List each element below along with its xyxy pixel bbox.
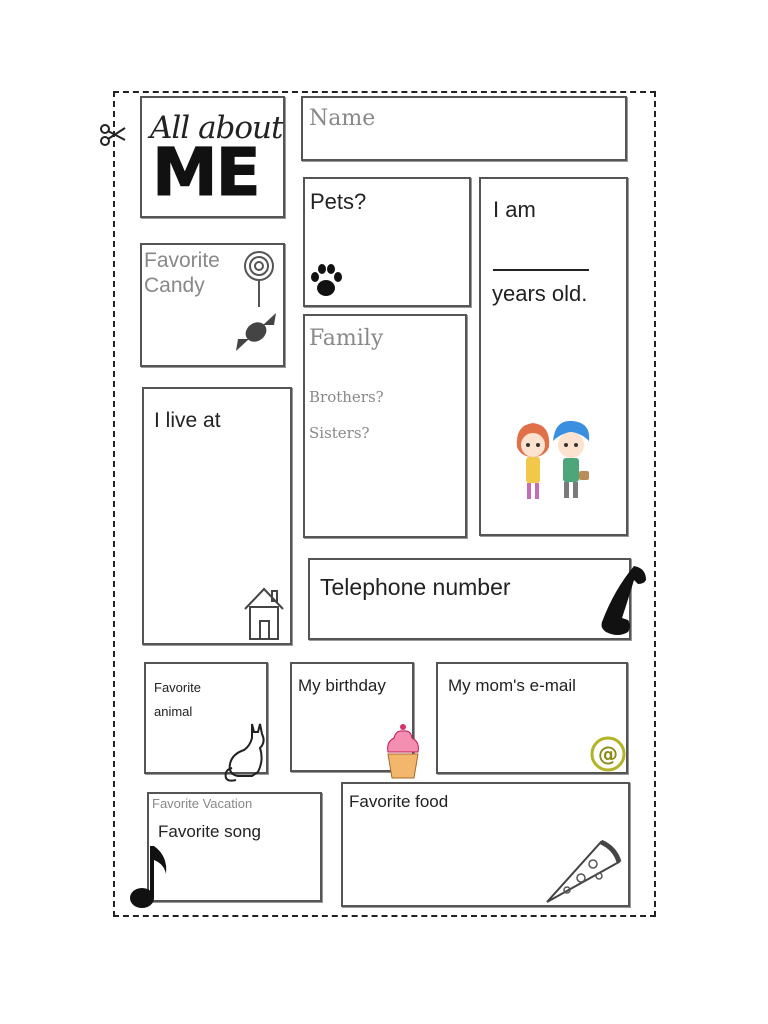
pizza-icon xyxy=(541,836,623,906)
kids-icon xyxy=(509,417,595,513)
name-box[interactable] xyxy=(301,96,627,161)
at-sign-icon xyxy=(590,736,626,772)
cupcake-icon xyxy=(384,722,422,782)
address-box[interactable] xyxy=(142,387,292,645)
telephone-label: Telephone number xyxy=(320,574,511,600)
family-brothers: Brothers? xyxy=(309,388,384,406)
age-label-line1: I am xyxy=(493,197,536,222)
lollipop-icon xyxy=(242,249,278,309)
music-note-icon xyxy=(128,842,174,910)
pets-label: Pets? xyxy=(310,189,367,214)
mom-email-box[interactable] xyxy=(436,662,628,774)
title-box xyxy=(140,96,285,218)
title-line1: All about xyxy=(150,110,283,146)
age-box[interactable] xyxy=(479,177,628,536)
cat-icon xyxy=(222,720,268,782)
candy-box[interactable] xyxy=(140,243,285,367)
address-label: I live at xyxy=(154,409,221,432)
food-label: Favorite food xyxy=(349,792,449,811)
name-label: Name xyxy=(309,106,376,131)
house-icon xyxy=(242,585,286,643)
age-label-line2: years old. xyxy=(492,281,588,306)
candy-label-line1: Favorite xyxy=(144,249,220,272)
phone-icon xyxy=(598,562,650,638)
birthday-label: My birthday xyxy=(298,676,386,695)
family-sisters: Sisters? xyxy=(309,424,370,442)
candy-label-line2: Candy xyxy=(144,274,205,297)
vacation-label: Favorite Vacation xyxy=(152,796,253,811)
telephone-box[interactable] xyxy=(308,558,631,640)
song-label: Favorite song xyxy=(158,822,261,841)
paw-icon xyxy=(309,261,343,299)
pets-box[interactable] xyxy=(303,177,471,307)
mom-email-label: My mom's e-mail xyxy=(448,676,576,695)
food-box[interactable] xyxy=(341,782,630,907)
family-title: Family xyxy=(309,326,384,351)
svg-text:@: @ xyxy=(598,742,618,766)
candy-icon xyxy=(232,309,280,355)
title-line2: ME xyxy=(152,134,259,211)
animal-label-line2: animal xyxy=(154,704,193,719)
age-blank-line xyxy=(493,269,589,271)
family-box[interactable] xyxy=(303,314,467,538)
animal-label-line1: Favorite xyxy=(154,680,201,695)
